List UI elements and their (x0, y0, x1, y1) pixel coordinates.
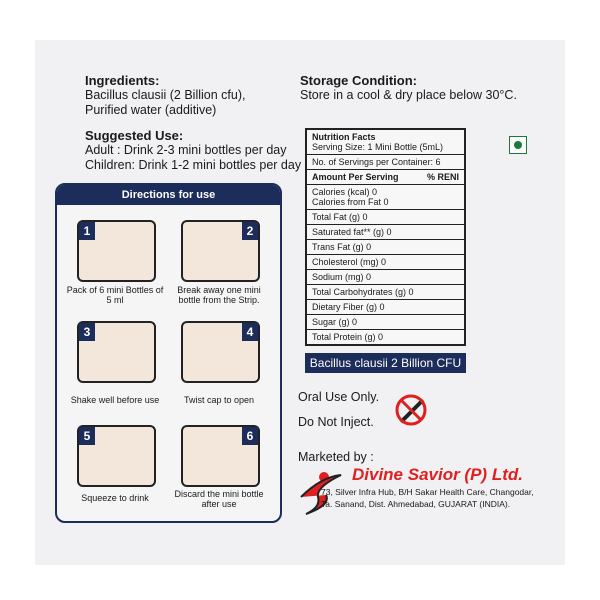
ingredients-text: Bacillus clausii (2 Billion cfu), Purified water (additive) (85, 88, 246, 117)
step-4-illustration (181, 321, 260, 383)
adult-dose: Adult : Drink 2-3 mini bottles per day (85, 143, 287, 157)
children-dose: Children: Drink 1-2 mini bottles per day (85, 158, 302, 172)
servings-per-container: No. of Servings per Container: 6 (307, 155, 464, 170)
veg-mark-icon (509, 136, 527, 154)
calories: Calories (kcal) 0 (312, 187, 378, 197)
amount-header: Amount Per Serving (312, 172, 399, 182)
company-name: Divine Savior (P) Ltd. (352, 465, 523, 484)
step-1-illustration (77, 220, 156, 282)
suggested-use-title: Suggested Use: (85, 128, 184, 143)
storage-title: Storage Condition: (300, 73, 417, 88)
oral-use-text: Oral Use Only. (298, 390, 380, 404)
strain-band: Bacillus clausii 2 Billion CFU (305, 353, 466, 373)
company-address-line1: 73, Silver Infra Hub, B/H Sakar Health Care, Changodar, (321, 487, 534, 497)
step-number: 5 (79, 427, 95, 445)
company-address-line2: Ta. Sanand, Dist. Ahmedabad, GUJARAT (INDIA). (321, 499, 511, 509)
nutrition-facts-table (305, 128, 466, 346)
step-number: 3 (79, 323, 95, 341)
nutrition-row: Trans Fat (g) 0 (307, 240, 464, 255)
ingredients-title: Ingredients: (85, 73, 160, 88)
step-caption: Break away one mini bottle from the Strip. (177, 285, 261, 305)
step-number: 1 (79, 222, 95, 240)
storage-text: Store in a cool & dry place below 30°C. (300, 88, 517, 102)
no-injection-icon (393, 392, 429, 428)
step-caption: Discard the mini bottle after use (174, 489, 264, 509)
nutrition-row: Total Fat (g) 0 (307, 210, 464, 225)
step-3-illustration (77, 321, 156, 383)
nutrition-row: Total Carbohydrates (g) 0 (307, 285, 464, 300)
nutrition-row: Sugar (g) 0 (307, 315, 464, 330)
nutrition-row: Sodium (mg) 0 (307, 270, 464, 285)
step-number: 2 (242, 222, 258, 240)
nutrition-row: Saturated fat** (g) 0 (307, 225, 464, 240)
calories-fat: Calories from Fat 0 (312, 197, 389, 207)
nutrition-title: Nutrition Facts (312, 132, 376, 142)
step-5-illustration (77, 425, 156, 487)
do-not-inject-text: Do Not Inject. (298, 415, 374, 429)
nutrition-row: Cholesterol (mg) 0 (307, 255, 464, 270)
step-caption: Pack of 6 mini Bottles of 5 ml (66, 285, 164, 305)
step-number: 6 (242, 427, 258, 445)
nutrition-row: Dietary Fiber (g) 0 (307, 300, 464, 315)
step-number: 4 (242, 323, 258, 341)
step-caption: Squeeze to drink (81, 493, 149, 503)
directions-title: Directions for use (57, 185, 280, 205)
serving-size: Serving Size: 1 Mini Bottle (5mL) (312, 142, 444, 152)
step-caption: Twist cap to open (183, 395, 255, 405)
reni-header: % RENI (426, 172, 459, 182)
step-2-illustration (181, 220, 260, 282)
marketed-by-label: Marketed by : (298, 450, 374, 464)
directions-panel (55, 183, 282, 523)
step-caption: Shake well before use (70, 395, 160, 405)
nutrition-row: Total Protein (g) 0 (312, 332, 384, 342)
step-6-illustration (181, 425, 260, 487)
